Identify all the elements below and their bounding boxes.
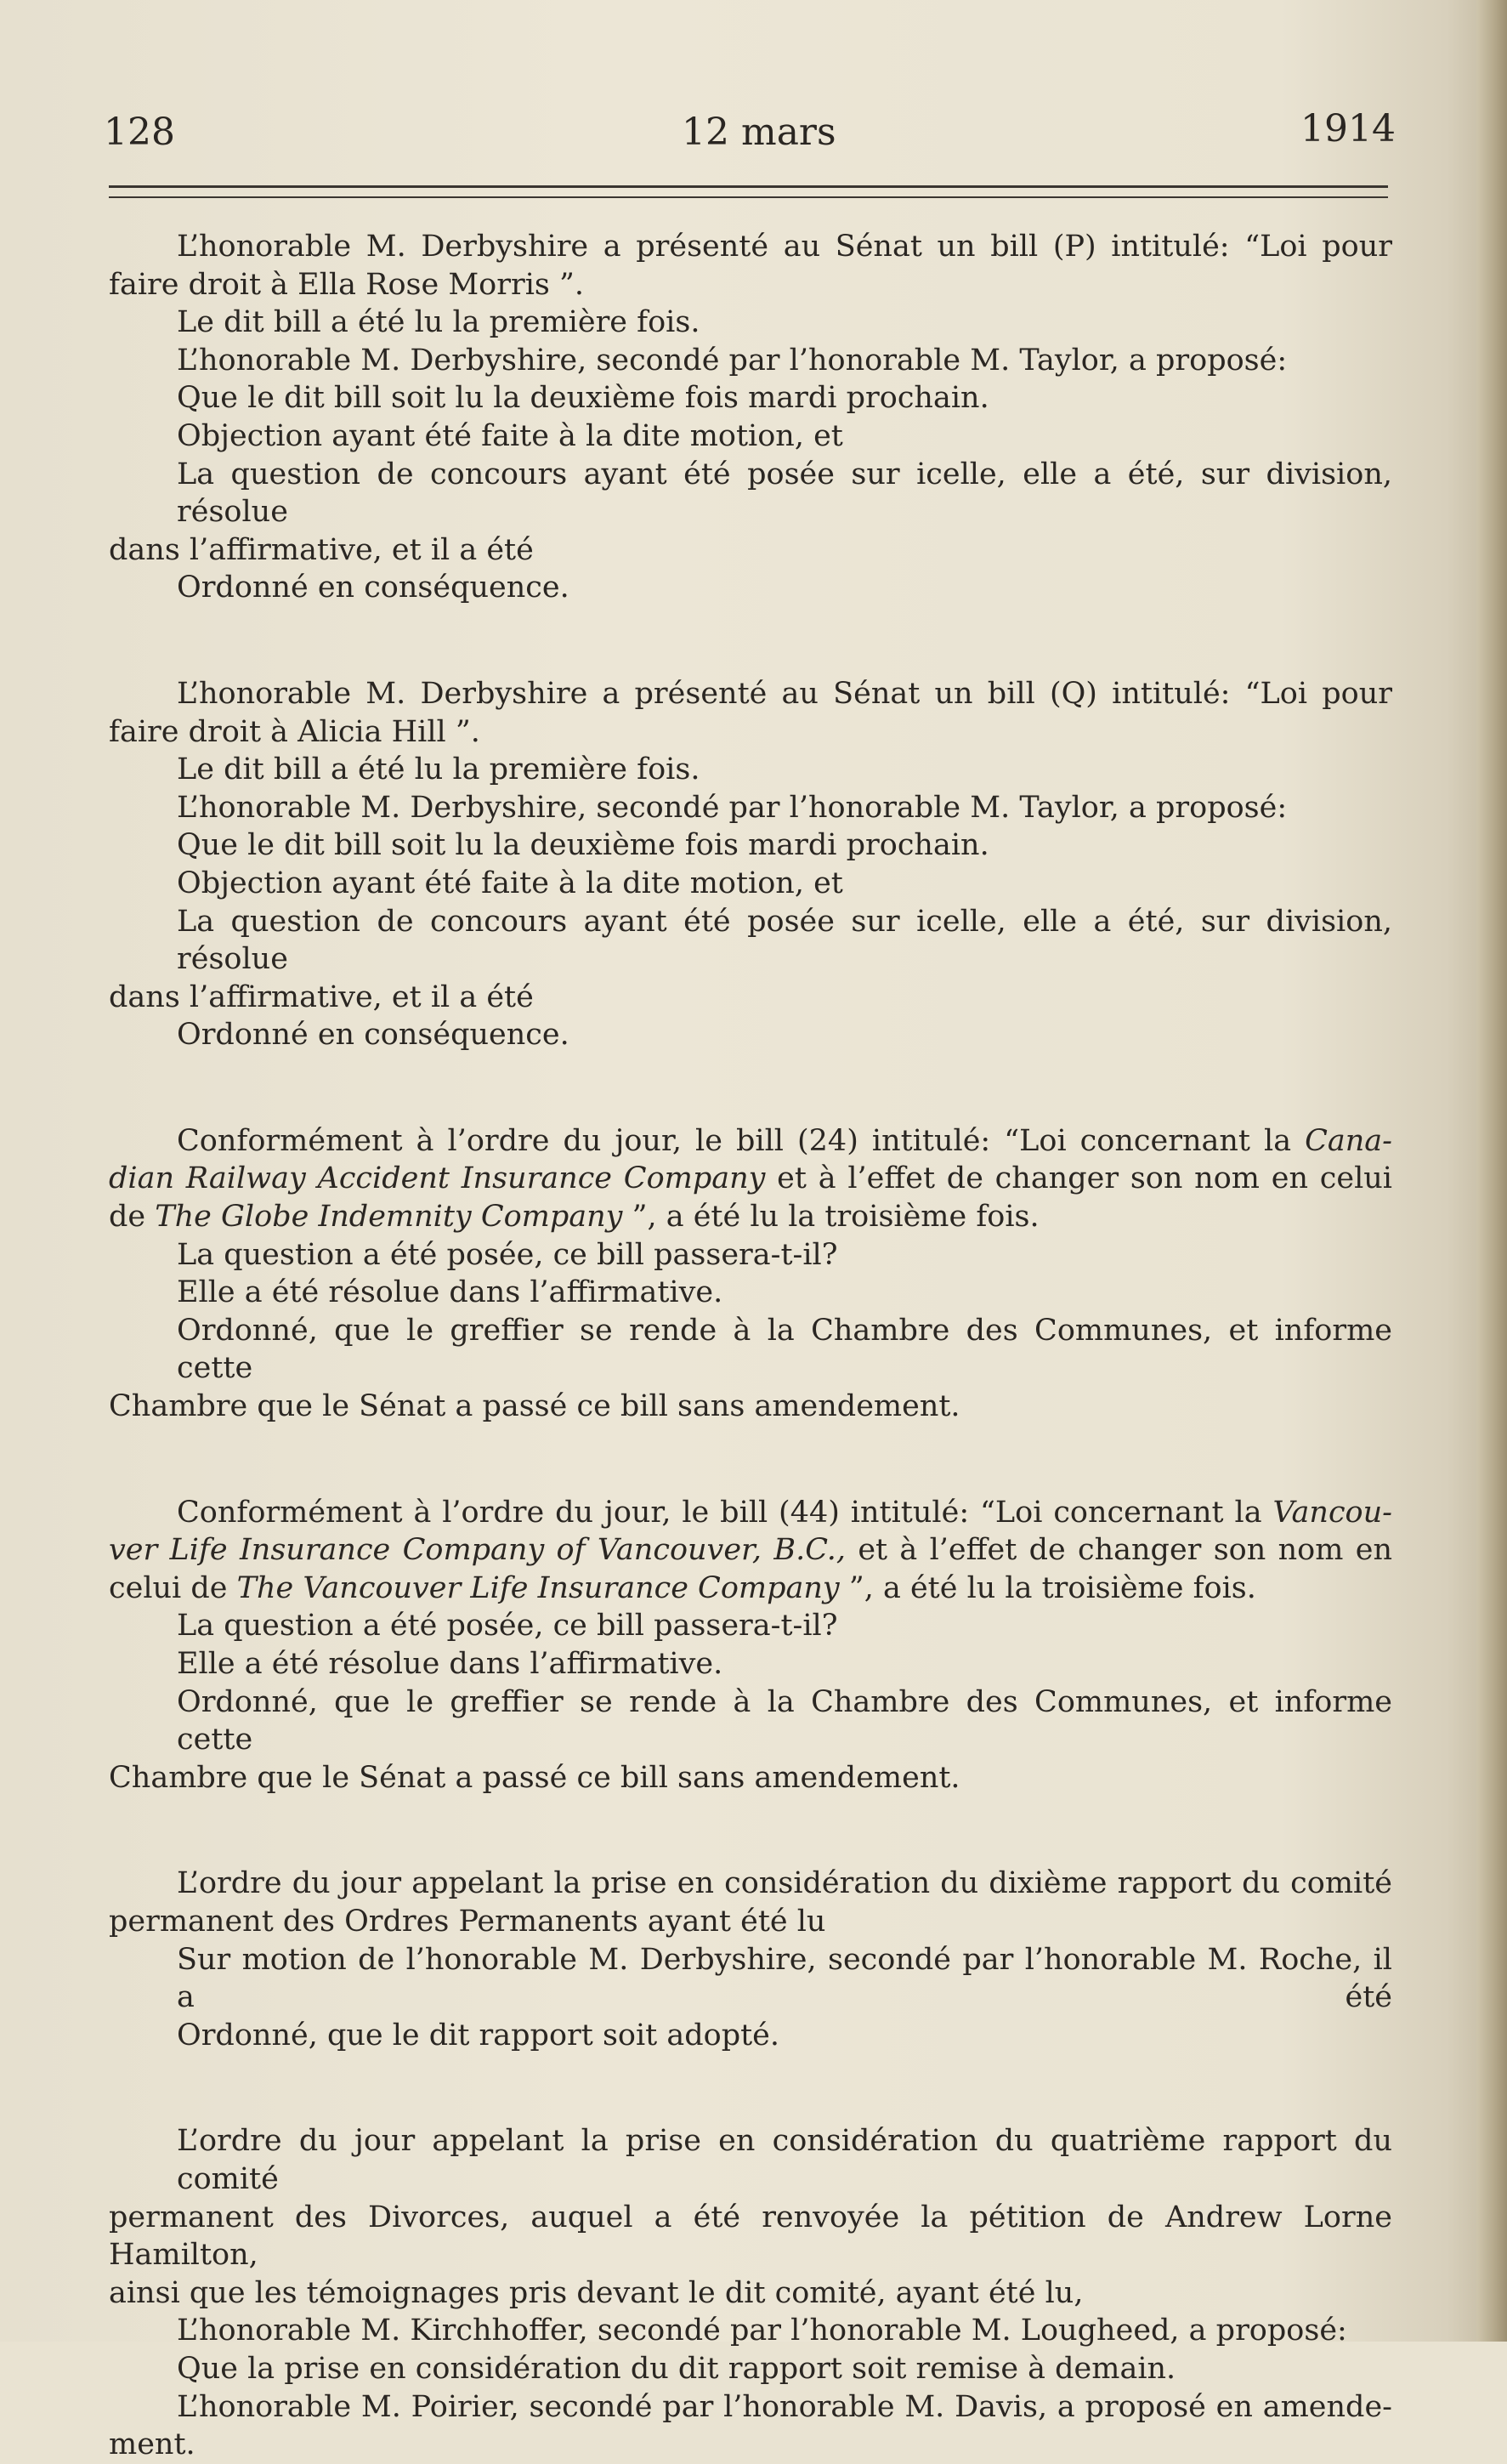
text-line: faire droit à Ella Rose Morris ”. <box>109 267 584 302</box>
text-line: L’honorable M. Derbyshire, secondé par l’honorable M. Taylor, a proposé: <box>177 790 1288 825</box>
text-line: L’honorable M. Derbyshire, secondé par l’honorable M. Taylor, a proposé: <box>177 343 1288 378</box>
page-body <box>109 228 1392 2464</box>
text-line: Ordonné en conséquence. <box>177 571 569 605</box>
text-line: Objection ayant été faite à la dite motion, et <box>177 418 843 453</box>
text-line: Conformément à l’ordre du jour, le bill (44) intitulé: “Loi concernant la Vancou- <box>177 1495 1392 1530</box>
text-line: L’honorable M. Derbyshire a présenté au Sénat un bill (P) intitulé: “Loi pour <box>177 230 1392 264</box>
text-line: L’ordre du jour appelant la prise en considération du quatrième rapport du comité <box>177 2124 1392 2196</box>
paragraph-block <box>109 1865 1392 2054</box>
text-line: La question a été posée, ce bill passera-t-il? <box>177 1609 838 1644</box>
paragraph-block <box>109 1494 1392 1797</box>
text-line: Chambre que le Sénat a passé ce bill sans amendement. <box>109 1760 960 1795</box>
text-line: faire droit à Alicia Hill ”. <box>109 714 480 749</box>
text-line: Le dit bill a été lu la première fois. <box>177 752 700 787</box>
text-line: Elle a été résolue dans l’affirmative. <box>177 1647 723 1681</box>
text-line: dans l’affirmative, et il a été <box>109 979 534 1014</box>
text-line: Chambre que le Sénat a passé ce bill sans amendement. <box>109 1389 960 1424</box>
text-line: Sur motion de l’honorable M. Derbyshire, secondé par l’honorable M. Roche, il a été <box>177 1942 1392 2015</box>
text-line: La question de concours ayant été posée sur icelle, elle a été, sur division, résolue <box>177 904 1392 977</box>
text-line: Elle a été résolue dans l’affirmative. <box>177 1275 723 1310</box>
text-line: ver Life Insurance Company of Vancouver, B.C., et à l’effet de changer son nom en <box>109 1533 1392 1568</box>
text-line: L’honorable M. Derbyshire a présenté au Sénat un bill (Q) intitulé: “Loi pour <box>177 676 1392 711</box>
text-line: permanent des Ordres Permanents ayant été lu <box>109 1904 826 1939</box>
text-line: Que le dit bill soit lu la deuxième fois mardi prochain. <box>177 828 989 863</box>
header-year: 1914 <box>1300 107 1396 150</box>
text-line: ment. <box>109 2427 195 2462</box>
text-line: Conformément à l’ordre du jour, le bill (24) intitulé: “Loi concernant la Cana- <box>177 1123 1392 1158</box>
text-line: ainsi que les témoignages pris devant le dit comité, ayant été lu, <box>109 2275 1084 2310</box>
paragraph-block <box>109 675 1392 1054</box>
text-line: Ordonné en conséquence. <box>177 1018 569 1053</box>
text-line: Le dit bill a été lu la première fois. <box>177 305 700 340</box>
text-line: Objection ayant été faite à la dite motion, et <box>177 866 843 900</box>
text-line: Ordonné, que le greffier se rende à la Chambre des Communes, et informe cette <box>177 1313 1392 1386</box>
page-number: 128 <box>104 111 175 154</box>
text-line: celui de The Vancouver Life Insurance Company ”, a été lu la troisième fois. <box>109 1570 1256 1605</box>
header-double-rule <box>109 185 1388 198</box>
text-line: L’ordre du jour appelant la prise en considération du dixième rapport du comité <box>177 1866 1392 1901</box>
text-line: dian Railway Accident Insurance Company et à l’effet de changer son nom en celui <box>109 1161 1392 1196</box>
header-date: 12 mars <box>682 111 836 154</box>
book-spine-edge <box>1476 0 1507 2342</box>
text-line: Ordonné, que le greffier se rende à la Chambre des Communes, et informe cette <box>177 1684 1392 1757</box>
text-line: Que le dit bill soit lu la deuxième fois mardi prochain. <box>177 381 989 416</box>
text-line: permanent des Divorces, auquel a été renvoyée la pétition de Andrew Lorne Hamilton, <box>109 2200 1392 2273</box>
paragraph-block <box>109 1122 1392 1426</box>
text-line: de The Globe Indemnity Company ”, a été lu la troisième fois. <box>109 1200 1040 1235</box>
paragraph-block <box>109 2122 1392 2463</box>
text-line: dans l’affirmative, et il a été <box>109 532 534 567</box>
running-header <box>104 102 1396 162</box>
text-line: Que la prise en considération du dit rapport soit remise à demain. <box>177 2351 1176 2386</box>
text-line: La question a été posée, ce bill passera-t-il? <box>177 1237 838 1272</box>
text-line: Ordonné, que le dit rapport soit adopté. <box>177 2018 780 2052</box>
text-line: L’honorable M. Kirchhoffer, secondé par l’honorable M. Lougheed, a proposé: <box>177 2314 1347 2348</box>
text-line: L’honorable M. Poirier, secondé par l’honorable M. Davis, a proposé en amende- <box>177 2389 1392 2424</box>
text-line: La question de concours ayant été posée sur icelle, elle a été, sur division, résolue <box>177 457 1392 530</box>
paragraph-block <box>109 228 1392 607</box>
